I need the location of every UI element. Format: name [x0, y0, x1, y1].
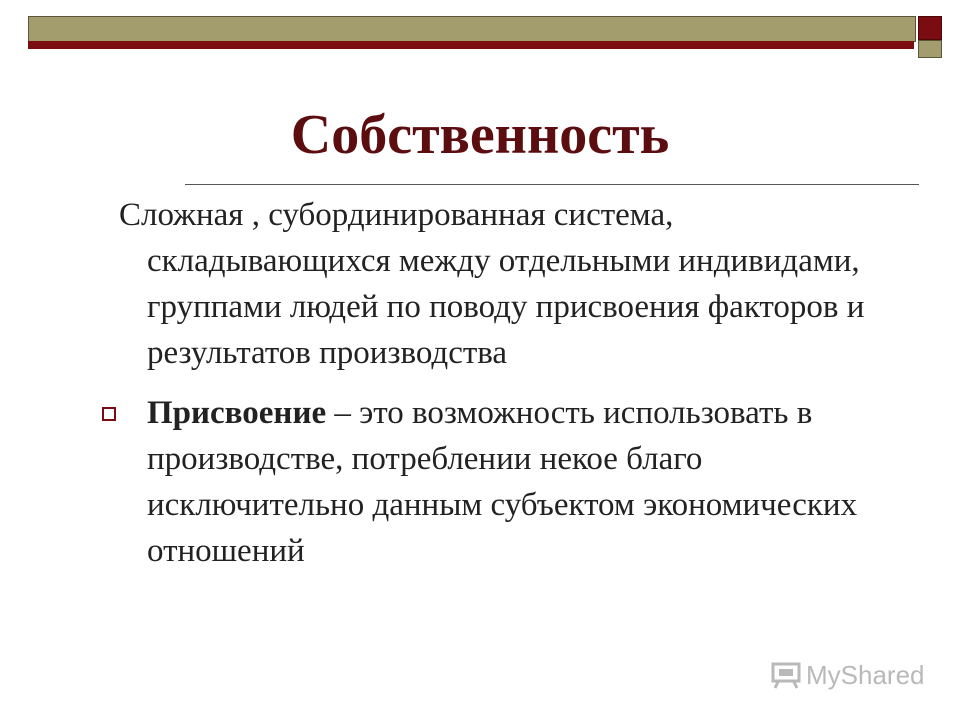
band-maroon-square — [918, 16, 942, 40]
watermark — [770, 655, 925, 695]
top-decorative-band — [0, 14, 945, 60]
bullet-item — [0, 390, 960, 574]
band-olive-stripe — [28, 16, 916, 42]
bullet-text: – это возможность использовать в производстве, потреблении некое благо исключительно данным субъектом экономических отношений — [147, 395, 858, 569]
square-bullet-icon — [102, 407, 116, 421]
band-olive-square — [918, 40, 942, 58]
slide-title: Собственность — [290, 104, 670, 166]
slide-body — [0, 192, 960, 574]
band-maroon-stripe — [28, 41, 914, 49]
bullet-term: Присвоение — [147, 395, 327, 431]
watermark-text: MyShared — [806, 659, 925, 690]
definition-paragraph: Сложная , субординированная система, складывающихся между отдельными индивидами, группами людей по поводу присвоения факторов и результатов производства — [119, 197, 865, 371]
presentation-board-icon — [770, 661, 802, 689]
title-divider — [185, 184, 919, 185]
